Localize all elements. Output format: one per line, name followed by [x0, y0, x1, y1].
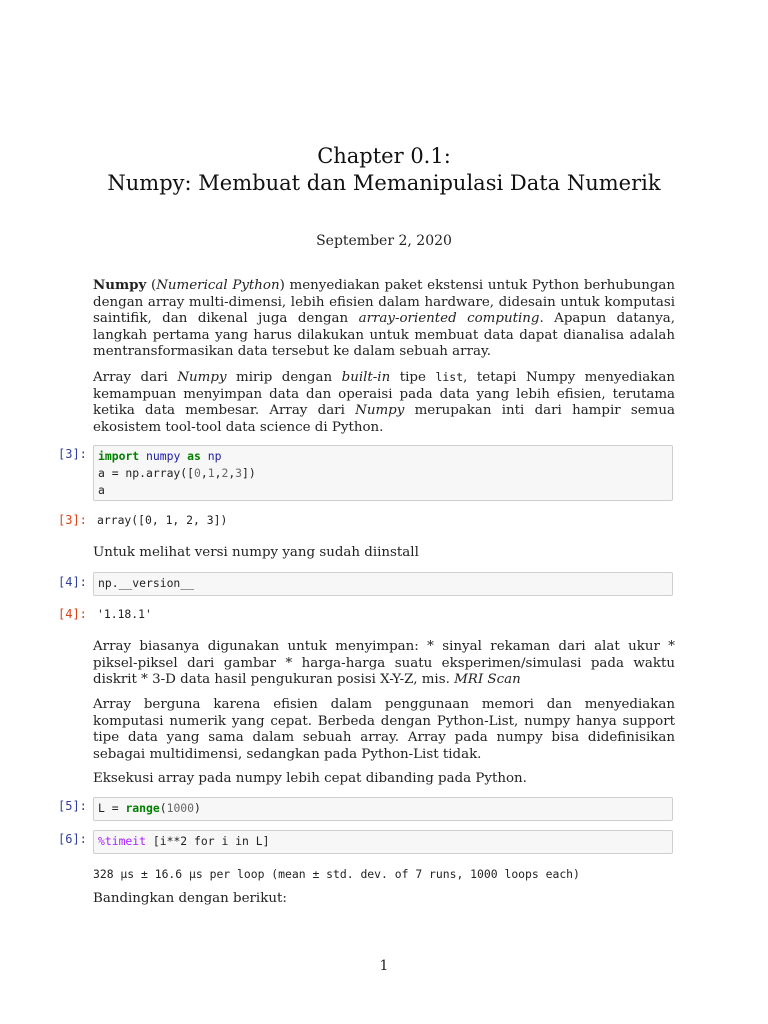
code-line [98, 833, 668, 850]
inline-code: list [435, 370, 464, 384]
input-prompt-6: [6]: [58, 832, 87, 846]
text-span: ) menyediakan paket ekstensi untuk Python berhubungan dengan array multi-dimensi, lebih efisien dalam hardware, didesain untuk komputasi saintifik, dan dikenal juga dengan [93, 278, 676, 327]
magic-command: %timeit [98, 834, 147, 848]
code-text: , [214, 466, 222, 480]
number: 2 [221, 466, 229, 480]
italic-span: built-in [341, 370, 391, 385]
module-name: numpy [146, 449, 181, 463]
text-span: Array biasanya digunakan untuk menyimpan: * sinyal rekaman dari alat ukur * piksel-piksel dari gambar * harga-harga suatu eksperimen/simulasi pada waktu diskrit * 3-D data hasil pengukuran posisi X-Y-Z, mis. [93, 639, 675, 688]
italic-span: Numpy [355, 403, 405, 419]
chapter-title [0, 143, 768, 197]
code-cell-6[interactable] [93, 830, 673, 854]
code-text: ]) [242, 466, 256, 480]
document-date: September 2, 2020 [316, 233, 452, 249]
italic-span: Numpy [177, 370, 227, 385]
page-number: 1 [379, 958, 389, 974]
code-text: , [200, 466, 208, 480]
usage-paragraph [93, 639, 675, 689]
code-line [98, 465, 668, 482]
intro-paragraph [93, 277, 675, 361]
code-cell-4[interactable] [93, 572, 673, 596]
array-oriented-italic: array-oriented computing [358, 311, 540, 327]
output-prompt-4: [4]: [58, 607, 87, 621]
code-text: ) [194, 801, 201, 815]
mri-scan-italic: MRI Scan [454, 672, 521, 688]
numpy-bold: Numpy [93, 277, 147, 293]
efficiency-paragraph: Array berguna karena efisien dalam penggunaan memori dan menyediakan komputasi numerik yang cepat. Berbeda dengan Python-List, numpy hanya support tipe data yang sama dalam sebuah array. Array pada numpy bisa didefinisikan sebagai multidimensi, sedangkan pada Python-List tidak. [93, 697, 675, 762]
input-prompt-4: [4]: [58, 575, 87, 589]
alias-name: np [207, 449, 222, 463]
version-paragraph: Untuk melihat versi numpy yang sudah diinstall [93, 545, 419, 560]
number: 1000 [166, 801, 195, 815]
code-text: , [228, 466, 236, 480]
output-4: '1.18.1' [97, 607, 152, 621]
text-span: tipe [390, 370, 436, 385]
text-span: ( [146, 278, 157, 293]
keyword: import [98, 449, 140, 463]
output-3: array([0, 1, 2, 3]) [97, 513, 228, 527]
code-text: [i**2 for i in L] [146, 834, 270, 848]
code-cell-5[interactable] [93, 797, 673, 821]
output-6: 328 µs ± 16.6 µs per loop (mean ± std. dev. of 7 runs, 1000 loops each) [93, 867, 580, 881]
text-span: mirip dengan [226, 370, 342, 385]
output-prompt-3: [3]: [58, 513, 87, 527]
code-text: ( [159, 801, 167, 815]
builtin-function: range [125, 801, 160, 815]
numerical-python-italic: Numerical Python [156, 278, 280, 293]
title-line-1: Chapter 0.1: [317, 144, 451, 168]
code-text: L = [98, 801, 126, 815]
code-text: a = np.array([ [98, 466, 195, 480]
number: 0 [194, 466, 201, 480]
input-prompt-3: [3]: [58, 447, 87, 461]
compare-paragraph: Bandingkan dengan berikut: [93, 891, 287, 906]
number: 1 [207, 466, 215, 480]
input-prompt-5: [5]: [58, 799, 87, 813]
title-line-2: Numpy: Membuat dan Memanipulasi Data Numerik [107, 171, 661, 195]
code-cell-3[interactable] [93, 445, 673, 501]
text-span: , tetapi Numpy menyediakan kemampuan menyimpan data dan operaisi pada data yang lebih efisien, terutama ketika data membesar. Array dari [93, 370, 675, 419]
speed-paragraph: Eksekusi array pada numpy lebih cepat dibanding pada Python. [93, 771, 527, 786]
code-line [98, 800, 668, 817]
text-span: merupakan inti dari hampir semua ekosistem tool-tool data science di Python. [93, 403, 675, 435]
text-span: . Apapun datanya, langkah pertama yang harus dilakukan untuk membuat data dapat dianalisa adalah mentransformasikan data tersebut ke dalam sebuah array. [93, 311, 676, 360]
code-line: np.__version__ [98, 576, 195, 590]
code-line [98, 448, 668, 465]
number: 3 [235, 466, 243, 480]
text-span: Array dari [93, 370, 178, 385]
array-paragraph [93, 369, 675, 436]
code-line: a [98, 483, 105, 497]
keyword: as [187, 449, 201, 463]
